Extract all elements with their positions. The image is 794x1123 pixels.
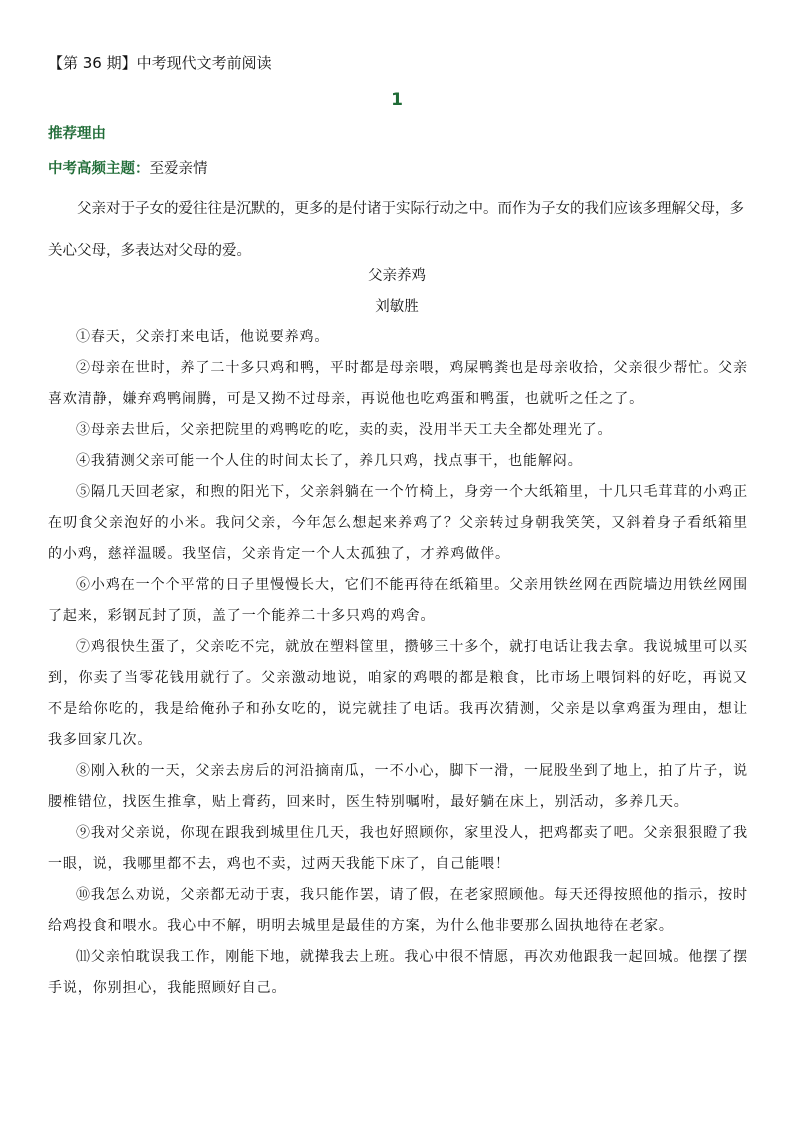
article-paragraph: ⑩我怎么劝说，父亲都无动于衷，我只能作罢，请了假，在老家照顾他。每天还得按照他的指示，按时给鸡投食和喂水。我心中不解，明明去城里是最佳的方案，为什么他非要那么固执地待在老家。 <box>48 887 748 934</box>
article-paragraph: ⑧刚入秋的一天，父亲去房后的河沿摘南瓜，一不小心，脚下一滑，一屁股坐到了地上，拍了片子，说腰椎错位，找医生推拿，贴上膏药，回来时，医生特别嘱咐，最好躺在床上，别活动，多养几天。 <box>48 763 748 810</box>
topic-value: 至爱亲情 <box>149 161 208 177</box>
article-paragraph: ④我猜测父亲可能一个人住的时间太长了，养几只鸡，找点事干，也能解闷。 <box>76 453 583 469</box>
recommendation-heading: 推荐理由 <box>48 126 106 142</box>
article-paragraph: ⑤隔几天回老家，和煦的阳光下，父亲斜躺在一个竹椅上，身旁一个大纸箱里，十几只毛茸茸的小鸡正在叨食父亲泡好的小米。我问父亲，今年怎么想起来养鸡了？父亲转过身朝我笑笑，又斜着身子看纸箱里的小鸡，慈祥温暖。我坚信，父亲肯定一个人太孤独了，才养鸡做伴。 <box>48 484 748 562</box>
article-paragraph: ⑥小鸡在一个个平常的日子里慢慢长大，它们不能再待在纸箱里。父亲用铁丝网在西院墙边用铁丝网围了起来，彩钢瓦封了顶，盖了一个能养二十多只鸡的鸡舍。 <box>48 577 748 624</box>
article-title: 父亲养鸡 <box>368 268 426 284</box>
section-number: 1 <box>391 90 403 110</box>
topic-label: 中考高频主题： <box>48 161 150 177</box>
article-paragraph: ②母亲在世时，养了二十多只鸡和鸭，平时都是母亲喂，鸡屎鸭粪也是母亲收拾，父亲很少帮忙。父亲喜欢清静，嫌弃鸡鸭闹腾，可是又拗不过母亲，再说他也吃鸡蛋和鸭蛋，也就听之任之了。 <box>48 360 748 407</box>
issue-title: 【第 36 期】中考现代文考前阅读 <box>48 54 272 72</box>
article-paragraph: ①春天，父亲打来电话，他说要养鸡。 <box>76 329 330 345</box>
article-body <box>48 322 748 1004</box>
article-paragraph: ③母亲去世后，父亲把院里的鸡鸭吃的吃，卖的卖，没用半天工夫全都处理光了。 <box>76 422 613 438</box>
topic-line <box>48 157 208 178</box>
article-paragraph: ⑾父亲怕耽误我工作，刚能下地，就撵我去上班。我心中很不情愿，再次劝他跟我一起回城。他摆了摆手说，你别担心，我能照顾好自己。 <box>48 949 748 996</box>
article-author: 刘敏胜 <box>375 299 419 315</box>
article-paragraph: ⑨我对父亲说，你现在跟我到城里住几天，我也好照顾你，家里没人，把鸡都卖了吧。父亲狠狠瞪了我一眼，说，我哪里都不去，鸡也不卖，过两天我能下床了，自己能喂！ <box>48 825 748 872</box>
recommendation-text: 父亲对于子女的爱往往是沉默的，更多的是付诸于实际行动之中。而作为子女的我们应该多理解父母，多关心父母，多表达对父母的爱。 <box>48 201 744 259</box>
article-paragraph: ⑦鸡很快生蛋了，父亲吃不完，就放在塑料筐里，攒够三十多个，就打电话让我去拿。我说城里可以买到，你卖了当零花钱用就行了。父亲激动地说，咱家的鸡喂的都是粮食，比市场上喂饲料的好吃，再说又不是给你吃的，我是给俺孙子和孙女吃的，说完就挂了电话。我再次猜测，父亲是以拿鸡蛋为理由，想让我多回家几次。 <box>48 639 748 748</box>
